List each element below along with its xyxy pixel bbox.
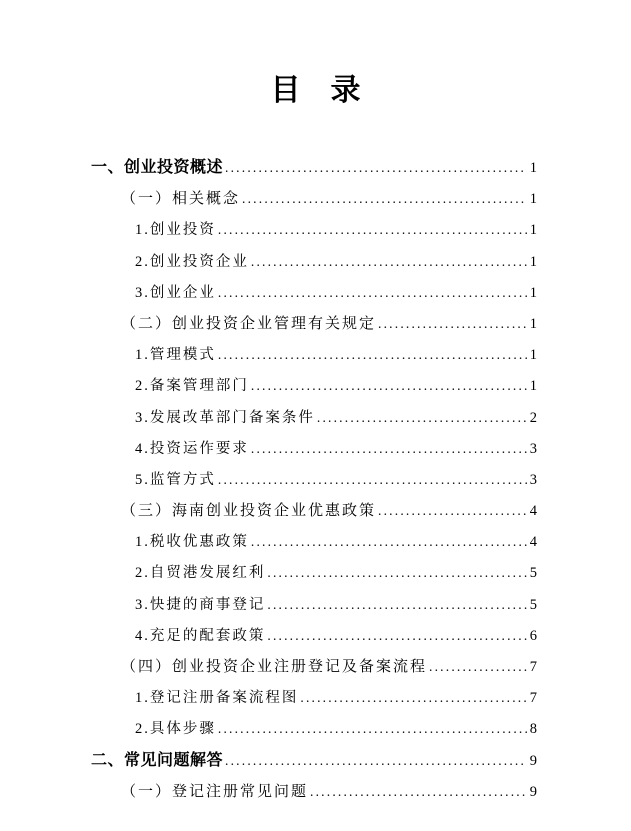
toc-entry-label: 3.发展改革部门备案条件 (135, 409, 315, 426)
toc-entry-page-number: 1 (529, 378, 537, 395)
toc-entry-label: 二、常见问题解答 (91, 751, 224, 769)
toc-entry[interactable] (91, 682, 537, 713)
toc-entry-page-number: 6 (529, 627, 537, 644)
toc-entry[interactable] (91, 402, 537, 433)
toc-entry-page-number: 7 (529, 659, 537, 675)
toc-entry-page-number: 9 (529, 783, 537, 800)
toc-entry-page-number: 1 (529, 347, 537, 364)
toc-entry-label: 1.管理模式 (135, 347, 216, 364)
toc-entry[interactable] (91, 526, 537, 557)
toc-entry[interactable] (91, 745, 537, 776)
dot-leader-icon (429, 651, 527, 683)
page-title: 目 录 (270, 74, 361, 107)
toc-entry-page-number: 5 (529, 565, 537, 582)
toc-entry-label: 5.监管方式 (135, 471, 216, 488)
dot-leader-icon (225, 152, 527, 184)
dot-leader-icon (300, 682, 526, 714)
toc-entry-label: 2.创业投资企业 (135, 253, 249, 270)
toc-entry[interactable] (91, 495, 537, 526)
dot-leader-icon (251, 370, 527, 402)
toc-entry-label: （二）创业投资企业管理有关规定 (121, 315, 377, 332)
toc-entry-page-number: 8 (529, 721, 537, 738)
dot-leader-icon (310, 776, 527, 808)
toc-entry-label: 2.备案管理部门 (135, 378, 249, 395)
toc-entry[interactable] (91, 557, 537, 588)
toc-entry-label: 2.具体步骤 (135, 721, 216, 738)
dot-leader-icon (267, 557, 526, 589)
toc-entry[interactable] (91, 589, 537, 620)
toc-entry-page-number: 7 (529, 690, 537, 707)
toc-entry[interactable] (91, 370, 537, 401)
toc-entry[interactable] (91, 776, 537, 807)
toc-entry-page-number: 4 (529, 503, 537, 520)
toc-entry[interactable] (91, 713, 537, 744)
toc-entry-page-number: 9 (529, 752, 537, 769)
toc-entry-page-number: 1 (529, 284, 537, 301)
toc-entry-page-number: 1 (529, 222, 537, 239)
toc-entry[interactable] (91, 651, 537, 682)
toc-entry-label: 4.投资运作要求 (135, 440, 249, 457)
toc-entry-label: （一）登记注册常见问题 (121, 783, 309, 800)
toc-list (91, 152, 537, 807)
toc-entry-page-number: 5 (529, 596, 537, 613)
dot-leader-icon (218, 214, 527, 246)
dot-leader-icon (218, 339, 527, 371)
dot-leader-icon (218, 277, 527, 309)
dot-leader-icon (225, 745, 527, 777)
toc-entry-label: 3.快捷的商事登记 (135, 596, 266, 613)
dot-leader-icon (267, 589, 526, 621)
toc-entry-page-number: 1 (529, 191, 537, 208)
toc-entry-page-number: 4 (529, 534, 537, 551)
toc-entry-page-number: 1 (529, 160, 537, 176)
dot-leader-icon (267, 620, 526, 652)
toc-entry[interactable] (91, 433, 537, 464)
dot-leader-icon (242, 183, 527, 215)
dot-leader-icon (378, 308, 527, 340)
toc-entry-label: 1.登记注册备案流程图 (135, 690, 299, 707)
toc-entry-page-number: 3 (529, 440, 537, 457)
toc-entry[interactable] (91, 214, 537, 245)
toc-entry-label: 3.创业企业 (135, 284, 216, 301)
toc-entry[interactable] (91, 246, 537, 277)
toc-entry[interactable] (91, 339, 537, 370)
toc-entry-label: （一）相关概念 (121, 191, 241, 208)
dot-leader-icon (251, 526, 527, 558)
toc-entry[interactable] (91, 308, 537, 339)
dot-leader-icon (251, 246, 527, 278)
toc-entry[interactable] (91, 152, 537, 183)
toc-entry[interactable] (91, 277, 537, 308)
toc-entry-label: 4.充足的配套政策 (135, 627, 266, 644)
toc-entry-label: （三）海南创业投资企业优惠政策 (121, 503, 377, 520)
toc-entry-page-number: 2 (529, 409, 537, 426)
toc-entry-page-number: 1 (529, 315, 537, 332)
dot-leader-icon (218, 464, 527, 496)
toc-entry[interactable] (91, 464, 537, 495)
dot-leader-icon (378, 495, 527, 527)
toc-entry-page-number: 1 (529, 253, 537, 270)
dot-leader-icon (317, 402, 527, 434)
dot-leader-icon (251, 433, 527, 465)
toc-entry[interactable] (91, 183, 537, 214)
toc-entry-label: 一、创业投资概述 (91, 159, 224, 176)
toc-entry[interactable] (91, 620, 537, 651)
dot-leader-icon (218, 713, 527, 745)
toc-entry-label: 1.税收优惠政策 (135, 534, 249, 551)
toc-entry-label: 2.自贸港发展红利 (135, 565, 266, 582)
toc-entry-page-number: 3 (529, 471, 537, 488)
toc-entry-label: （四）创业投资企业注册登记及备案流程 (121, 659, 428, 675)
toc-entry-label: 1.创业投资 (135, 222, 216, 239)
